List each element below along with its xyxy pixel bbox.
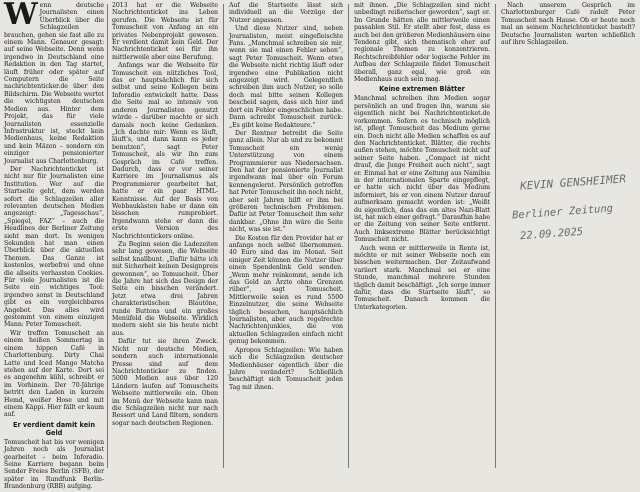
article-column-2 [112,2,218,428]
paragraph: enn deutsche Journalisten einen Überblick über die Schlagzeilen brauchen, gehen sie fast alle zu einem Mann. Genauer gesagt: auf seine Webseite. Denn wenn irgendwo in Deutschland eine Redaktion in den Tag startet, läuft früher oder später auf Computern die Seite nachrichtenticker.de über den Bildschirm. Die Webseite wertet die wichtigsten deutschen Medien aus. Hinter dem Projekt, das für viele Journalisten essenzielle Infrastruktur ist, steckt kein Medienhaus, keine Redaktion und kein Mäzen – sondern ein einziger pensionierter Journalist aus Charlottenburg. [4,2,104,165]
paragraph: Auf die Startseite lässt sich individuell an die Vorzüge der Nutzer anpassen. [229,2,343,24]
paragraph: Dafür tut sie ihren Zweck. Nicht nur deutsche Medien, sondern auch internationale Presse sind auf dem Nachrichtenticker zu finden. 5000 Medien aus über 120 Ländern laufen auf Tomuscheits Webseite mittlerweile ein. Oben im Menü der Webseite kann man die Schlagzeilen nicht nur nach Ressort und Land filtern, sondern sogar nach deutschen Regionen. [112,338,218,427]
handwritten-date: 22.09.2025 [519,225,584,243]
paragraph: Wir treffen Tomuscheit an einem heißen Sommertag in einem hippen Café in Charlottenburg. Dirty Chai Latte und Iced Mango Matcha stehen auf der Karte. Dort sei es angenehm kühl, schreibt er im Vorhinein. Der 70-Jährige betritt den Laden in kurzem Hemd, weißer Hose und mit einem Käppi. Hier fällt er kaum auf. [4,329,104,419]
column-divider [223,4,224,468]
subheading: Er verdient damit kein Geld [13,420,95,437]
paragraph: Die Kosten für den Provider hat er anfangs noch selbst übernommen. 40 Euro sind das im Monat. Seit einiger Zeit können die Nutzer über einen Spendenlink Geld senden. „Wenn mehr reinkommt, sende ich das Geld an Ärzte ohne Grenzen rüber“, sagt Tomuscheit. Mittlerweile seien es rund 5500 Einzelnutzer, die seine Webseite täglich besuchen, hauptsächlich Journalisten, aber auch regelrechte Nachrichtenjunkies, die von aktuellen Schlagzeilen einfach nicht genug bekommen. [229,234,343,346]
paragraph: Und diese Nutzer sind, neben Journalisten, meist eingefleischte Fans. „Manchmal schreiben sie mir, wenn sie mal einen Fehler sehen“, sagt Peter Tomuscheit. Wenn etwa die Webseite nicht richtig läuft oder irgendwo eine Publikation nicht angezeigt wird. Gelegentlich schreiben ihm auch Nutzer, so solle doch mal bitte seinen Kollegen bescheid sagen, dass sich hier und dort ein Fehler eingeschlichen habe. Dann schreibt Tomuscheit zurück: „Es gibt keine Redakteure.“ [229,25,343,129]
paragraph: Anfangs war die Webseite für Tomuscheit ein nützliches Tool, das er hauptsächlich für sich selbst und seine Kollegen beim Inforadio entwickelt hatte. Dass die Seite mal so intensiv von anderen Journalisten genutzt würde – darüber machte er sich damals noch keine Gedanken. „Ich dachte mir: Wenn es läuft, läuft's, und dann kann es jeder benutzen“, sagt Peter Tomuscheit, als wir ihn zum Gespräch im Café treffen. Dadurch, dass er vor seiner Karriere im Journalismus als Programmierer gearbeitet hat, hatte er ein paar HTML-Kenntnisse. Auf der Basis von Webbaukästen habe er dann ein bisschen rumprobiert. Irgendwann stehe er dann die erste Version des Nachrichtentickers online. [112,62,218,240]
article-column-3 [229,2,343,392]
paragraph: Auch wenn er mittlerweile in Rente ist, möchte er mit seiner Webseite noch ein bisschen weitermachen. Der Zeitaufwand variiert stark. Manchmal sei er eine Stunde, manchmal mehrere Stunden täglich damit beschäftigt. „Ich sorge immer dafür, dass die Startseite läuft“, so Tomuscheit. Danach kommen die Unterkategorien. [354,244,490,311]
article-column-1 [4,2,104,492]
article-column-4 [354,2,490,312]
paragraph: Tomuscheit hat bis vor wenigen Jahren noch als Journalist gearbeitet – beim Inforadio. Seine Karriere begann beim Sender Freies Berlin (SFB), der später im Rundfunk Berlin-Brandenburg (RBB) aufging. [4,438,104,491]
paragraph: 2013 hat er die Webseite Nachrichtenticket ins Leben gerufen. Die Webseite ist für Tomuscheit von Anfang an ein privates Nebenprojekt gewesen. Er verdient damit kein Geld. Der Nachrichtenticket sei für ihn mittlerweile aber eine Berufung. [112,2,218,61]
handwritten-author: KEVIN GENSHEIMER [519,172,627,193]
column-divider [495,4,496,468]
article-column-5 [501,2,635,47]
paragraph: Zu Beginn seien die Ladezeiten sehr lang gewesen, die Webseite selbst knallbunt. „Dafür hätte ich mit Sicherheit keinen Designpreis gewonnen“, so Tomuscheit. Über die Jahre hat sich das Design der Seite ein bisschen verändert. Jetzt etwa drei Jahren charakteristischen Blautöne, runde Buttons und ein großes Menüfeld die Webseite. Wirklich modern sieht sie bis heute nicht aus. [112,241,218,337]
column-divider [348,4,349,468]
paragraph: mit ihnen. „Die Schlagzeilen sind nicht unbedingt reißerischer geworden“, sagt er. Im Grunde hätten alle mittlerweile einen passablen Stil. Er stellt aber fest, dass es auch bei den größeren Medienhäusern eine Tendenz gibt, sich thematisch eher auf regionale Themen zu konzentrieren. Rechtschreibfehler oder logische Fehler im Aufbau der Schlagzeile findet Tomuscheit überall, ganz egal, wie groß ein Medienhaus auch sein mag. [354,2,490,84]
drop-cap: W [4,0,38,32]
paragraph: Nach unserem Gespräch im Charlottenburger Café radelt Peter Tomuscheit nach Hause. Ob er heute noch mal an seinem Nachrichtenticket bastelt? Deutsche Journalisten warten schließlich auf ihre Schlagzeilen. [501,2,635,47]
column-divider [107,4,108,468]
handwritten-source: Berliner Zeitung [511,202,614,222]
paragraph: Manchmal schreiben ihm Medien sogar persönlich an und fragen ihn, warum sie eigentlich nicht bei Nachrichtenticket.de vorkommen. Sofern es technisch möglich ist, pflegt Tomuscheit das Medium gerne ein. Doch nicht alle Medien schaffen es auf den Nachrichtenticket. Blätter, die rechts außen stehen, möchte Tomuscheit nicht auf seiner Seite haben. „Compact ist nicht drauf, die Junge Freiheit auch nicht“, sagt er. Einmal hat er eine Zeitung aus Namibia in der internationalen Sparte eingepflegt, er hatte sich nicht über das Medium informiert, bis er von einem Nutzer darauf aufmerksam gemacht worden ist: „Weißt du eigentlich, dass das ein altes Nazi-Blatt ist, hat mich einer gefragt.“ Daraufhin habe er die Zeitung von seiner Seite entfernt. Auch linksextreme Blätter berücksichtigt Tomuscheit nicht. [354,95,490,244]
paragraph: Der Rentner betreibt die Seite ganz allein. Nur ab und zu bekommt Tomuscheit ein wenig Unterstützung von einem Programmierer aus Niedersachsen. Den hat der pensionierte Journalist irgendwann mal über ein Forum kennengelernt. Persönlich getroffen hat Peter Tomuscheit ihn noch nicht, aber seit Jahren hilft er ihm bei größeren technischen Problemen. Dafür ist Peter Tomuscheit ihm sehr dankbar. „Ohne ihn wäre die Seite nicht, was sie ist.“ [229,129,343,234]
paragraph: Der Nachrichtenticket ist nicht nur für Journalisten eine Institution. Wer auf die Startseite geht, dem werden sofort die Schlagzeilen aller relevanten deutschen Medien angezeigt: „Tagesschau“, „Spiegel, FAZ“ – auch die Headlines der Berliner Zeitung sieht man dort. In wenigen Sekunden hat man einen Überblick über die aktuellen Themen. Das Ganze ist kostenlos, werbefrei und ohne die allseits verhassten Cookies. Für viele Journalisten ist die Seite ein wichtiges Tool: irgendwo sonst in Deutschland gibt es ein vergleichbares Angebot. Das alles wird gestemmt von einem einzigen Mann: Peter Tomuscheit. [4,165,104,329]
paragraph: Apropos Schlagzeilen: Wie haben sich die Schlagzeilen deutscher Medienhäuser eigentlich über die Jahre verändert? Schließlich beschäftigt sich Tomuscheit jeden Tag mit ihnen. [229,346,343,391]
subheading: Keine extremen Blätter [379,85,465,94]
